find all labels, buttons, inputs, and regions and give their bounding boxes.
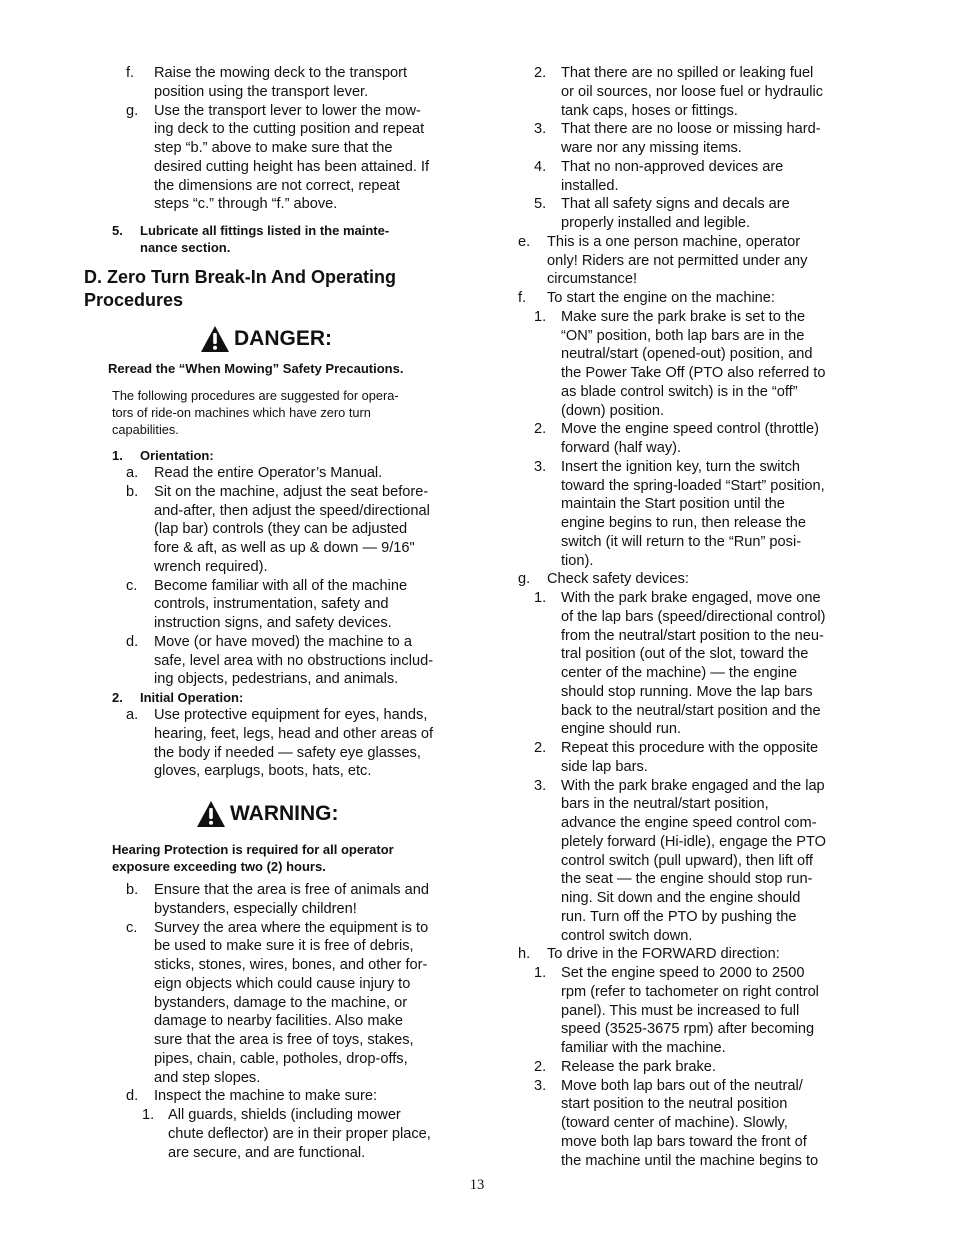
check-step-text: run. Turn off the PTO by pushing the — [561, 908, 797, 925]
check-step-text: ning. Sit down and the engine should — [561, 890, 801, 906]
check-step-line — [516, 795, 846, 814]
check-step-line — [516, 702, 846, 721]
orientation-item-line — [84, 502, 454, 521]
drive-step-text: Release the park brake. — [561, 1058, 716, 1075]
check-step-text: back to the neutral/start position and the — [561, 702, 821, 719]
initial-operation-item-text: gloves, earplugs, boots, hats, etc. — [154, 763, 372, 780]
inspect-sub-item-text: All guards, shields (including mower — [168, 1107, 401, 1123]
step-g-line — [84, 139, 454, 158]
orientation-item-text: controls, instrumentation, safety and — [154, 596, 389, 613]
inspect-sub-item-line — [516, 214, 846, 233]
check-step-line — [516, 758, 846, 777]
warning-body-line: Hearing Protection is required for all operator — [112, 842, 394, 857]
section-heading-line: Procedures — [84, 289, 184, 310]
orientation-item — [84, 483, 454, 577]
warning-banner — [196, 796, 454, 832]
inspect-sub-item-line — [516, 83, 846, 102]
inspection-item-line — [84, 937, 454, 956]
step-e-text: circumstance! — [547, 271, 638, 288]
check-step — [516, 589, 846, 739]
step-g-text: desired cutting height has been attained. If — [154, 158, 430, 175]
step-e-line — [516, 252, 846, 271]
start-step-label: 1. — [534, 308, 547, 325]
drive-step-text: move both lap bars toward the front of — [561, 1133, 807, 1150]
step-f-line — [84, 64, 454, 83]
step-5 — [84, 222, 454, 256]
start-step-text: maintain the Start position until the — [561, 496, 785, 513]
inspection-item-text: Survey the area where the equipment is to — [154, 919, 429, 936]
step-f-text: To start the engine on the machine: — [547, 290, 775, 306]
step-g-text: steps “c.” through “f.” above. — [154, 196, 338, 213]
start-step-line — [516, 495, 846, 514]
start-step-line — [516, 345, 846, 364]
check-step-text: With the park brake engaged and the lap — [561, 777, 825, 794]
inspect-sub-item-text: tank caps, hoses or fittings. — [561, 102, 738, 119]
inspect-sub-item-text: That there are no spilled or leaking fuel — [561, 65, 814, 81]
check-step — [516, 777, 846, 946]
check-step-text: of the lap bars (speed/directional control) — [561, 608, 826, 625]
inspect-sub-item-text: properly installed and legible. — [561, 215, 751, 231]
start-step-text: “ON” position, both lap bars are in the — [561, 327, 805, 344]
danger-body-line: tors of ride-on machines which have zero turn — [112, 405, 371, 420]
inspect-sub-item-label: 2. — [534, 65, 547, 81]
check-step-label: 3. — [534, 777, 547, 794]
drive-step-line — [516, 1077, 846, 1096]
check-step-text: from the neutral/start position to the neu- — [561, 627, 824, 644]
drive-step-line — [516, 1020, 846, 1039]
step-f-text: position using the transport lever. — [154, 83, 369, 100]
inspection-item-line — [84, 1031, 454, 1050]
inspect-sub-item-label: 1. — [142, 1107, 155, 1123]
initial-operation-item-label: a. — [126, 707, 139, 723]
left-column — [84, 64, 454, 1162]
check-step-label: 1. — [534, 590, 547, 606]
check-step-text: Repeat this procedure with the opposite — [561, 740, 819, 756]
check-step-text: should stop running. Move the lap bars — [561, 683, 813, 700]
inspection-item-text: sure that the area is free of toys, stakes, — [154, 1032, 414, 1048]
inspection-item-text: bystanders, especially children! — [154, 900, 357, 917]
inspect-sub-item-text: That there are no loose or missing hard- — [561, 121, 821, 138]
orientation-item-text: Sit on the machine, adjust the seat before- — [154, 483, 429, 500]
check-step-line — [516, 777, 846, 796]
step-f — [84, 64, 454, 102]
step-f-label: f. — [518, 290, 527, 306]
drive-step-line — [516, 1058, 846, 1077]
check-step-line — [516, 814, 846, 833]
check-step-line — [516, 608, 846, 627]
inspect-sub-item-text: That no non-approved devices are — [561, 158, 784, 175]
inspection-item — [84, 1087, 454, 1106]
step-e — [516, 233, 846, 289]
inspection-item-text: Ensure that the area is free of animals and — [154, 882, 430, 898]
inspect-sub-item-line — [516, 64, 846, 83]
check-step-line — [516, 739, 846, 758]
step-g-label: g. — [126, 102, 139, 119]
start-step-line — [516, 402, 846, 421]
inspection-item-line — [84, 1069, 454, 1088]
check-step-text: center of the machine) — the engine — [561, 665, 798, 681]
step-5-label: 5. — [112, 223, 123, 238]
start-step-line — [516, 477, 846, 496]
drive-step — [516, 1058, 846, 1077]
start-step-text: Move the engine speed control (throttle) — [561, 421, 819, 438]
inspect-sub-item-label: 5. — [534, 196, 547, 213]
inspection-item-line — [84, 1012, 454, 1031]
check-step-line — [516, 720, 846, 739]
drive-step-text: rpm (refer to tachometer on right control — [561, 983, 819, 1000]
orientation-item-line — [84, 633, 454, 652]
orientation-item-label: d. — [126, 633, 139, 650]
initial-operation-item-line — [84, 725, 454, 744]
inspection-item-line — [84, 975, 454, 994]
initial-operation-heading — [84, 689, 454, 706]
drive-step-text: familiar with the machine. — [561, 1040, 726, 1056]
drive-step-text: panel). This must be increased to full — [561, 1002, 800, 1019]
initial-operation-item-text: hearing, feet, legs, head and other areas of — [154, 725, 434, 742]
inspection-item-text: sticks, stones, wires, bones, and other for- — [154, 957, 428, 973]
warning-triangle-icon — [196, 800, 226, 828]
drive-step-line — [516, 1133, 846, 1152]
inspect-sub-item-label: 3. — [534, 121, 547, 138]
check-step-line — [516, 589, 846, 608]
start-step-text: tion). — [561, 552, 594, 569]
step-g-text: Check safety devices: — [547, 571, 689, 588]
step-g-line — [84, 120, 454, 139]
inspect-sub-item-text: ware nor any missing items. — [561, 140, 742, 156]
start-step-line — [516, 533, 846, 552]
initial-operation-title: Initial Operation: — [140, 690, 244, 705]
inspect-sub-item — [516, 64, 846, 120]
inspection-item-line — [84, 1050, 454, 1069]
step-g-label: g. — [518, 571, 531, 588]
start-step-text: as blade control switch) is in the “off” — [561, 383, 798, 400]
drive-step-line — [516, 1152, 846, 1171]
step-e-line — [516, 270, 846, 289]
check-step-label: 2. — [534, 740, 547, 756]
inspect-sub-item — [516, 120, 846, 158]
inspect-sub-item-line — [516, 158, 846, 177]
initial-operation-item-text: the body if needed — safety eye glasses, — [154, 744, 421, 761]
check-step-line — [516, 627, 846, 646]
drive-step-line — [516, 1039, 846, 1058]
start-step-text: engine begins to run, then release the — [561, 515, 807, 531]
check-step-line — [516, 683, 846, 702]
start-step-line — [516, 420, 846, 439]
danger-banner — [200, 321, 454, 357]
orientation-item-line — [84, 614, 454, 633]
inspect-sub-item-line — [516, 177, 846, 196]
start-step-line — [516, 383, 846, 402]
step-h — [516, 945, 846, 964]
drive-step-line — [516, 1114, 846, 1133]
check-step-text: tral position (out of the slot, toward the — [561, 646, 809, 663]
step-g — [84, 102, 454, 215]
start-step-line — [516, 364, 846, 383]
step-5-line — [84, 222, 454, 239]
inspection-item-text: eign objects which could cause injury to — [154, 975, 411, 992]
inspect-sub-item — [516, 195, 846, 233]
warning-title: WARNING: — [230, 802, 339, 825]
orientation-item-text: Move (or have moved) the machine to a — [154, 633, 412, 650]
warning-body-line: exposure exceeding two (2) hours. — [112, 859, 326, 874]
start-step-label: 3. — [534, 458, 547, 475]
orientation-item-label: b. — [126, 483, 139, 500]
page-number: 13 — [469, 1177, 485, 1193]
right-column — [516, 64, 846, 1170]
step-g-line — [84, 195, 454, 214]
inspect-sub-item-line — [516, 120, 846, 139]
inspection-item-line — [84, 994, 454, 1013]
step-e-label: e. — [518, 233, 531, 250]
check-step-text: the seat — the engine should stop run- — [561, 871, 813, 888]
inspection-item-label: d. — [126, 1088, 139, 1105]
inspection-item — [84, 881, 454, 919]
step-g-text: ing deck to the cutting position and repeat — [154, 121, 425, 138]
inspect-sub-item-label: 4. — [534, 158, 547, 175]
inspect-sub-item-text: That all safety signs and decals are — [561, 196, 790, 213]
inspect-sub-item — [84, 1106, 454, 1162]
start-step-line — [516, 439, 846, 458]
check-step-line — [516, 927, 846, 946]
orientation-item — [84, 577, 454, 633]
start-step — [516, 458, 846, 571]
check-step-text: control switch down. — [561, 927, 693, 944]
inspection-item-line — [84, 919, 454, 938]
start-step-text: (down) position. — [561, 402, 665, 419]
inspect-sub-item — [516, 158, 846, 196]
step-g-text: step “b.” above to make sure that the — [154, 140, 393, 156]
orientation-item-line — [84, 539, 454, 558]
drive-step-text: the machine until the machine begins to — [561, 1152, 819, 1169]
danger-title: DANGER: — [234, 327, 332, 350]
step-g-text: the dimensions are not correct, repeat — [154, 177, 400, 194]
drive-step-text: Move both lap bars out of the neutral/ — [561, 1077, 803, 1094]
start-step-line — [516, 308, 846, 327]
step-f-label: f. — [126, 65, 135, 81]
orientation-item-text: Read the entire Operator’s Manual. — [154, 465, 383, 481]
check-step-line — [516, 852, 846, 871]
step-f-text: Raise the mowing deck to the transport — [154, 65, 408, 81]
inspection-item-label: b. — [126, 882, 139, 898]
inspect-sub-item-text: installed. — [561, 177, 619, 194]
step-e-text: This is a one person machine, operator — [547, 233, 801, 250]
start-step-line — [516, 552, 846, 571]
drive-step-line — [516, 964, 846, 983]
orientation-item-line — [84, 670, 454, 689]
step-h-text: To drive in the FORWARD direction: — [547, 946, 780, 963]
initial-operation-item-line — [84, 744, 454, 763]
step-5-text: nance section. — [140, 240, 231, 255]
orientation-item — [84, 633, 454, 689]
drive-step-label: 2. — [534, 1058, 547, 1075]
start-step-line — [516, 458, 846, 477]
inspection-item-text: bystanders, damage to the machine, or — [154, 994, 408, 1011]
orientation-item-label: a. — [126, 465, 139, 481]
orientation-item-line — [84, 577, 454, 596]
initial-operation-label: 2. — [112, 690, 123, 705]
inspection-item — [84, 919, 454, 1088]
step-5-text: Lubricate all fittings listed in the mainte- — [140, 223, 390, 238]
drive-step — [516, 1077, 846, 1171]
step-g-text: Use the transport lever to lower the mow- — [154, 102, 421, 119]
step-f — [516, 289, 846, 308]
orientation-item — [84, 464, 454, 483]
orientation-item-text: instruction signs, and safety devices. — [154, 615, 392, 631]
start-step-text: neutral/start (opened-out) position, and — [561, 346, 813, 363]
drive-step-line — [516, 1002, 846, 1021]
inspect-sub-item-line — [84, 1125, 454, 1144]
drive-step-text: start position to the neutral position — [561, 1096, 788, 1113]
drive-step-text: speed (3525-3675 rpm) after becoming — [561, 1021, 815, 1038]
start-step-text: Make sure the park brake is set to the — [561, 308, 806, 325]
orientation-item-text: fore & aft, as well as up & down — 9/16" — [154, 540, 415, 556]
check-step-line — [516, 908, 846, 927]
inspect-sub-item-line — [84, 1144, 454, 1163]
orientation-label: 1. — [112, 448, 123, 463]
section-heading-line: D. Zero Turn Break-In And Operating — [84, 267, 397, 287]
orientation-item-line — [84, 595, 454, 614]
step-e-line — [516, 233, 846, 252]
step-g-line — [84, 102, 454, 121]
drive-step-text: Set the engine speed to 2000 to 2500 — [561, 965, 805, 981]
inspect-sub-item-line — [516, 195, 846, 214]
inspection-item-text: pipes, chain, cable, potholes, drop-offs, — [154, 1050, 408, 1067]
drive-step-label: 1. — [534, 965, 547, 981]
danger-body-line: The following procedures are suggested for opera- — [112, 388, 399, 403]
check-step-text: side lap bars. — [561, 758, 648, 775]
inspection-item-text: and step slopes. — [154, 1069, 261, 1086]
inspection-item-line — [84, 900, 454, 919]
check-step-text: engine should run. — [561, 721, 682, 738]
inspect-sub-item-line — [84, 1106, 454, 1125]
orientation-item-text: and-after, then adjust the speed/directional — [154, 502, 430, 519]
start-step-line — [516, 327, 846, 346]
orientation-item-line — [84, 558, 454, 577]
inspect-sub-item-text: are secure, and are functional. — [168, 1144, 366, 1161]
check-step-line — [516, 870, 846, 889]
check-step-text: With the park brake engaged, move one — [561, 590, 821, 606]
start-step-label: 2. — [534, 421, 547, 438]
step-f-line — [516, 289, 846, 308]
orientation-item-line — [84, 652, 454, 671]
drive-step-line — [516, 983, 846, 1002]
check-step-text: advance the engine speed control com- — [561, 815, 817, 831]
initial-operation-item-text: Use protective equipment for eyes, hands, — [154, 707, 428, 723]
start-step — [516, 308, 846, 421]
drive-step-label: 3. — [534, 1077, 547, 1094]
step-5-line — [84, 239, 454, 256]
danger-subtitle: Reread the “When Mowing” Safety Precautions. — [108, 361, 404, 376]
inspect-sub-item-line — [516, 139, 846, 158]
inspection-item-label: c. — [126, 919, 138, 936]
initial-operation-item — [84, 706, 454, 781]
start-step-text: forward (half way). — [561, 440, 682, 456]
initial-operation-item-line — [84, 762, 454, 781]
start-step-line — [516, 514, 846, 533]
orientation-item-text: wrench required). — [154, 558, 268, 575]
check-step-text: bars in the neutral/start position, — [561, 796, 769, 813]
step-h-line — [516, 945, 846, 964]
start-step-text: toward the spring-loaded “Start” position, — [561, 477, 825, 494]
section-heading — [84, 266, 454, 311]
warning-triangle-icon — [200, 325, 230, 353]
inspect-sub-item-text: chute deflector) are in their proper place, — [168, 1125, 431, 1142]
inspection-item-text: damage to nearby facilities. Also make — [154, 1013, 404, 1030]
drive-step-text: (toward center of machine). Slowly, — [561, 1115, 788, 1131]
danger-body-line: capabilities. — [112, 422, 179, 437]
inspection-item-line — [84, 881, 454, 900]
orientation-item-line — [84, 520, 454, 539]
orientation-item-text: safe, level area with no obstructions includ- — [154, 652, 434, 669]
drive-step — [516, 964, 846, 1058]
inspect-sub-item-line — [516, 102, 846, 121]
check-step-line — [516, 645, 846, 664]
inspect-sub-item-text: or oil sources, nor loose fuel or hydraulic — [561, 83, 824, 100]
inspection-item-text: be used to make sure it is free of debris, — [154, 938, 414, 955]
orientation-title: Orientation: — [140, 448, 214, 463]
orientation-heading — [84, 447, 454, 464]
start-step-text: switch (it will return to the “Run” posi- — [561, 533, 802, 550]
orientation-item-label: c. — [126, 577, 138, 594]
inspection-item-text: Inspect the machine to make sure: — [154, 1088, 378, 1105]
inspection-item-line — [84, 956, 454, 975]
initial-operation-item-line — [84, 706, 454, 725]
step-g — [516, 570, 846, 589]
step-g-line — [516, 570, 846, 589]
check-step-line — [516, 833, 846, 852]
drive-step-line — [516, 1095, 846, 1114]
step-f-line — [84, 83, 454, 102]
check-step-line — [516, 889, 846, 908]
orientation-item-text: ing objects, pedestrians, and animals. — [154, 671, 399, 688]
orientation-item-text: (lap bar) controls (they can be adjusted — [154, 521, 408, 538]
step-e-text: only! Riders are not permitted under any — [547, 252, 808, 269]
orientation-item-line — [84, 464, 454, 483]
start-step-text: the Power Take Off (PTO also referred to — [561, 365, 826, 381]
step-g-line — [84, 177, 454, 196]
inspection-item-line — [84, 1087, 454, 1106]
check-step-line — [516, 664, 846, 683]
check-step-text: pletely forward (Hi-idle), engage the PTO — [561, 833, 826, 850]
orientation-item-line — [84, 483, 454, 502]
start-step — [516, 420, 846, 458]
check-step — [516, 739, 846, 777]
orientation-item-text: Become familiar with all of the machine — [154, 577, 408, 594]
start-step-text: Insert the ignition key, turn the switch — [561, 458, 801, 475]
step-g-line — [84, 158, 454, 177]
check-step-text: control switch (pull upward), then lift off — [561, 852, 813, 869]
step-h-label: h. — [518, 946, 531, 963]
